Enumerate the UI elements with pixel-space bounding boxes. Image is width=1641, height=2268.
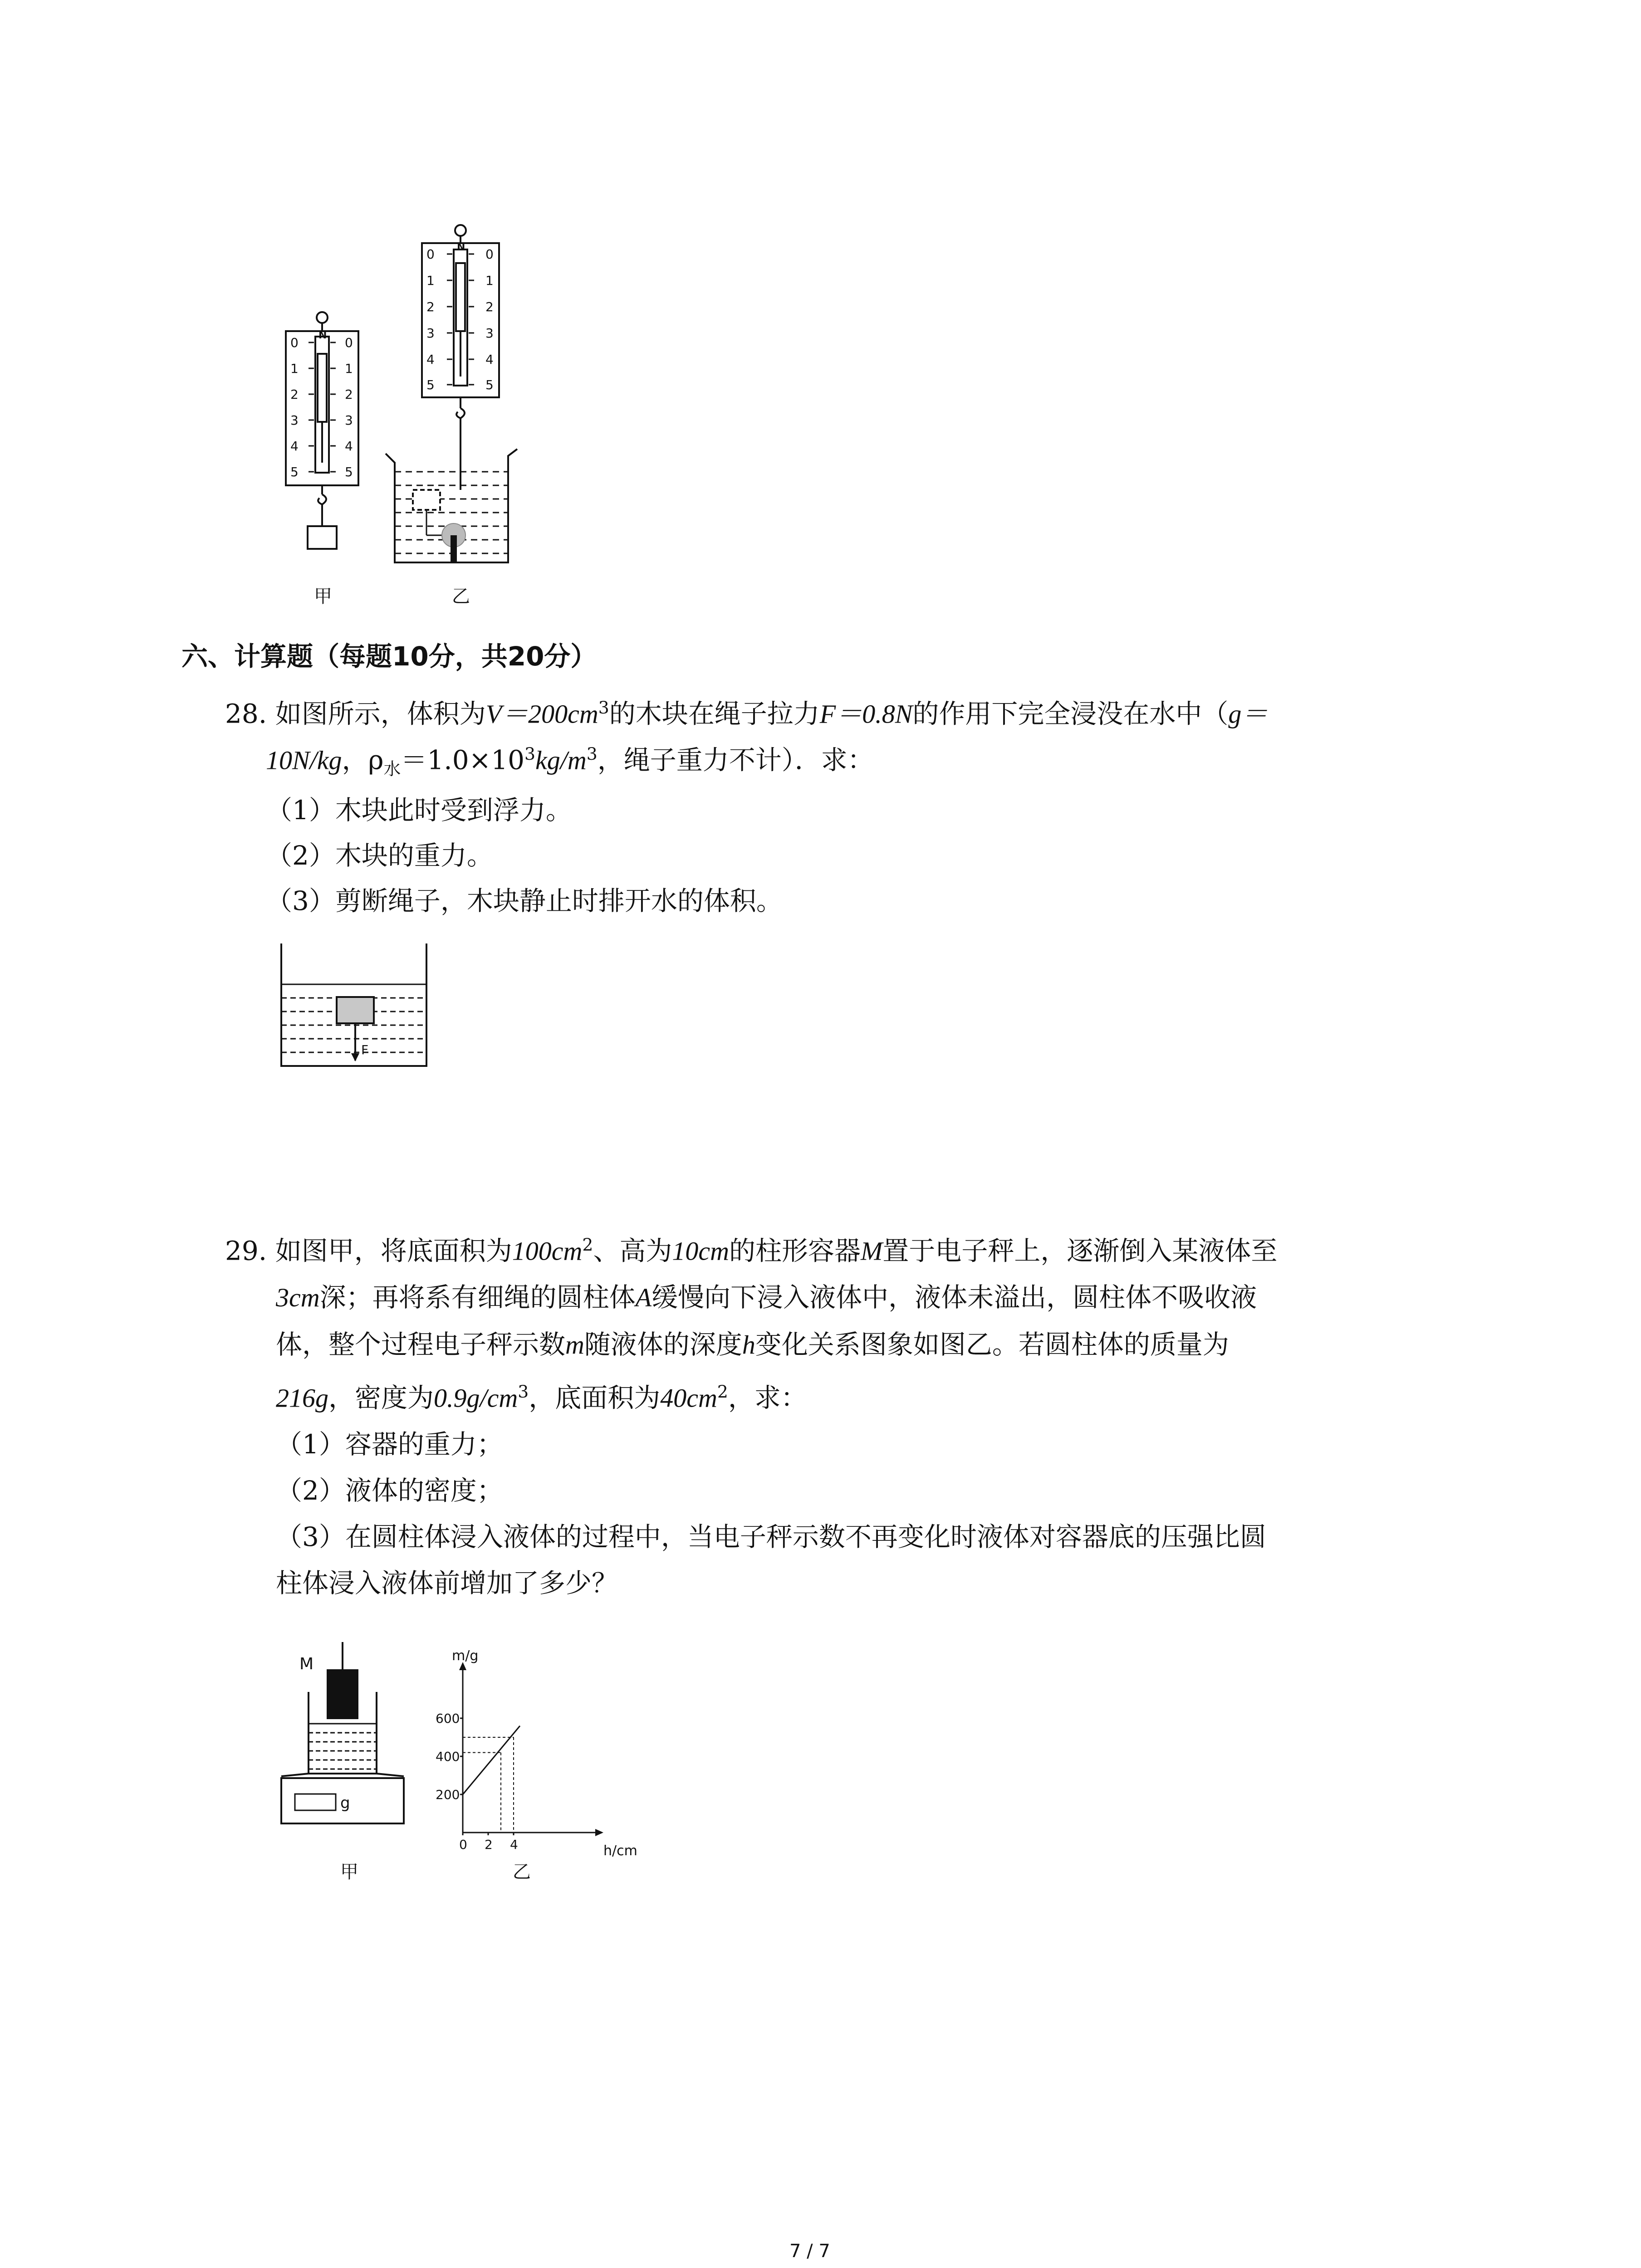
q28-number: 28. xyxy=(225,698,267,729)
q28-figure xyxy=(272,939,436,1075)
label-jia-29: 甲 xyxy=(340,1862,358,1882)
svg-text:3: 3 xyxy=(485,326,494,341)
page-number: 7 / 7 xyxy=(789,2241,830,2262)
q28-sub3: （3）剪断绳子，木块静止时排开水的体积。 xyxy=(266,885,783,916)
scale-display xyxy=(295,1794,336,1810)
label-yi-29: 乙 xyxy=(513,1862,531,1882)
svg-text:0: 0 xyxy=(426,247,435,262)
q29-sub3a: （3）在圆柱体浸入液体的过程中，当电子秤示数不再变化时液体对容器底的压强比圆 xyxy=(276,1521,1266,1552)
svg-text:5: 5 xyxy=(345,464,353,479)
svg-text:4: 4 xyxy=(290,439,299,454)
svg-text:0: 0 xyxy=(345,335,353,350)
svg-text:1: 1 xyxy=(345,361,353,376)
q29-sub2: （2）液体的密度； xyxy=(276,1475,503,1506)
series-line xyxy=(463,1726,520,1794)
spring-scale-figure xyxy=(272,218,581,617)
force-arrow xyxy=(351,1053,359,1061)
y-axis-label: m/g xyxy=(452,1648,479,1664)
q29-sub1: （1）容器的重力； xyxy=(276,1429,503,1460)
svg-text:0: 0 xyxy=(290,335,299,350)
svg-text:5: 5 xyxy=(426,377,435,392)
svg-text:1: 1 xyxy=(426,273,435,288)
q29-line2: 3cm深；再将系有细绳的圆柱体A缓慢向下浸入液体中，液体未溢出，圆柱体不吸收液 xyxy=(276,1282,1257,1313)
section-title: 六、计算题（每题10分，共20分） xyxy=(181,641,597,672)
q29-line4: 216g，密度为$0.9g/cm^3$，底面积为$40cm^2$，求： xyxy=(276,1382,807,1413)
label-jia: 甲 xyxy=(314,586,332,607)
q28-line1: 28. 如图所示，体积为$V=200cm^3$的木块在绳子拉力F＝0.8N的作用下完全浸没在水中（g＝ xyxy=(225,698,1268,729)
svg-text:3: 3 xyxy=(290,413,299,428)
q29-scale-figure xyxy=(272,1642,426,1887)
y-tick-label: 400 xyxy=(436,1749,460,1764)
q28-sub1: （1）木块此时受到浮力。 xyxy=(266,795,572,826)
svg-text:3: 3 xyxy=(345,413,353,428)
y-tick-label: 200 xyxy=(436,1787,460,1802)
svg-text:2: 2 xyxy=(345,387,353,402)
q28-sub2: （2）木块的重力。 xyxy=(266,840,493,871)
svg-text:4: 4 xyxy=(426,352,435,367)
mh-chart xyxy=(426,1642,662,1887)
x-axis-label: h/cm xyxy=(603,1843,637,1859)
q28-line2: 10N/kg，$\rho_水=1.0\times 10^3kg/m^3$，绳子重力不计）．求： xyxy=(266,744,874,779)
svg-text:4: 4 xyxy=(345,439,353,454)
label-M: M xyxy=(299,1655,314,1673)
svg-text:5: 5 xyxy=(290,464,299,479)
right-scale-unit: N xyxy=(457,242,465,253)
svg-text:3: 3 xyxy=(426,326,435,341)
svg-text:0: 0 xyxy=(485,247,494,262)
chart-axes xyxy=(436,1662,603,1852)
left-scale-unit: N xyxy=(318,330,327,341)
cylinder-A xyxy=(327,1669,358,1719)
x-tick-label: 0 xyxy=(459,1837,467,1852)
svg-text:2: 2 xyxy=(426,299,435,314)
svg-text:4: 4 xyxy=(485,352,494,367)
force-label: F xyxy=(361,1042,369,1057)
label-yi: 乙 xyxy=(452,586,470,607)
q29-sub3b: 柱体浸入液体前增加了多少？ xyxy=(276,1568,618,1598)
x-axis-arrow xyxy=(595,1829,603,1836)
wood-block xyxy=(337,997,374,1023)
scale-unit: g xyxy=(340,1794,350,1812)
x-tick-label: 4 xyxy=(510,1837,518,1852)
pulley-stand xyxy=(451,535,457,562)
svg-text:1: 1 xyxy=(485,273,494,288)
svg-text:1: 1 xyxy=(290,361,299,376)
x-tick-label: 2 xyxy=(485,1837,493,1852)
svg-text:2: 2 xyxy=(485,299,494,314)
svg-text:2: 2 xyxy=(290,387,299,402)
svg-text:5: 5 xyxy=(485,377,494,392)
q29-number: 29. xyxy=(225,1235,267,1266)
chart-marks xyxy=(463,1726,520,1833)
q29-line3: 体，整个过程电子秤示数m随液体的深度h变化关系图象如图乙。若圆柱体的质量为 xyxy=(276,1329,1229,1360)
y-tick-label: 600 xyxy=(436,1711,460,1726)
q29-line1: 29. 如图甲，将底面积为$100cm^2$、高为10cm的柱形容器M置于电子秤上，逐渐倒入某液体至 xyxy=(225,1235,1278,1266)
